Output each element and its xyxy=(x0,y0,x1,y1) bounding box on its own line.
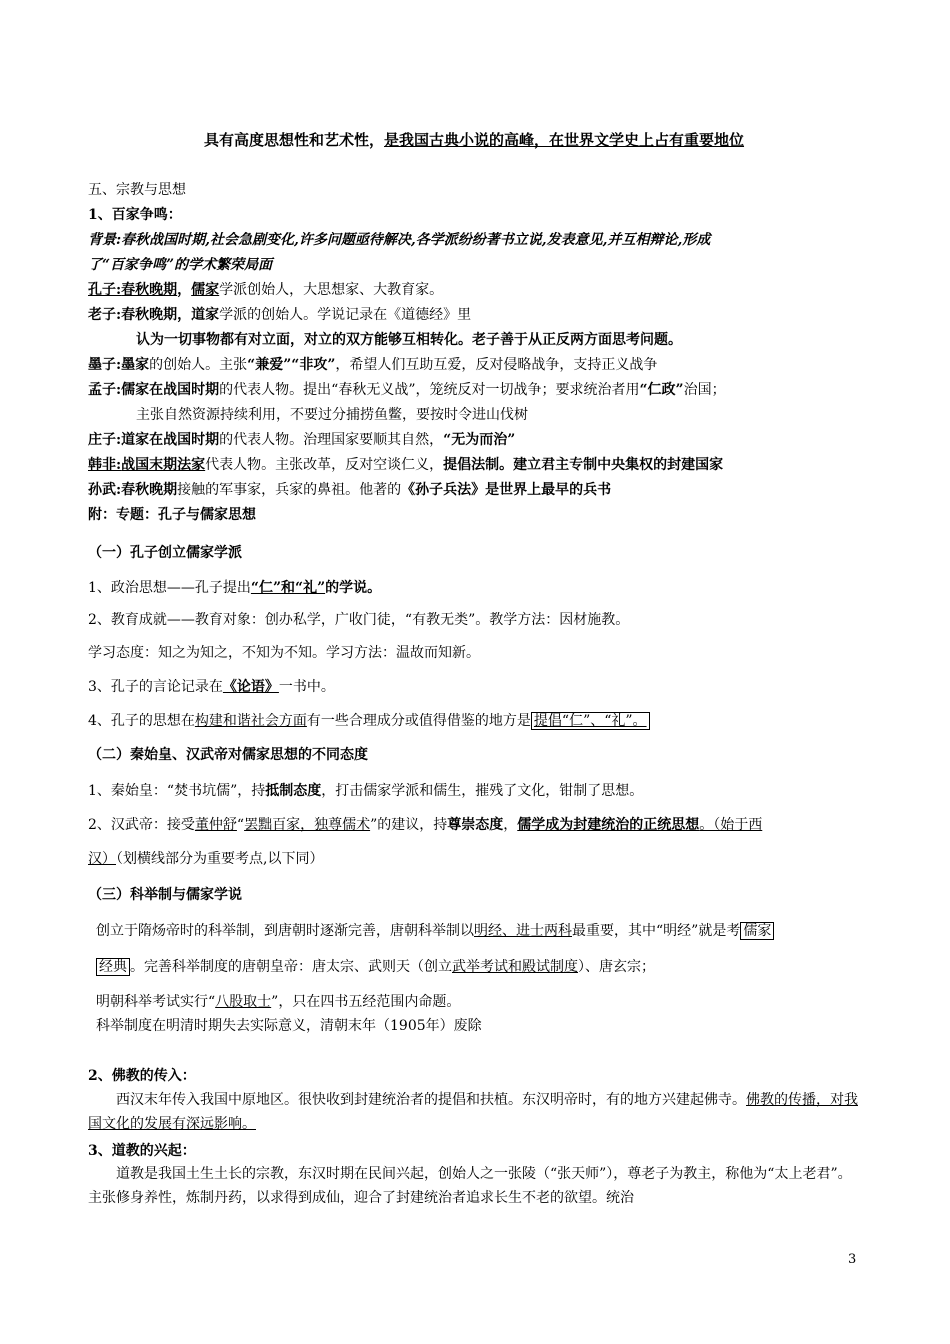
text: 春秋晚期 xyxy=(121,482,178,498)
text: ， xyxy=(177,307,192,323)
boxed-term: 儒家 xyxy=(740,922,774,940)
text: 代表人物。主张改革，反对空谈仁义， xyxy=(205,457,444,473)
text: 儒家 xyxy=(191,282,220,298)
buddhism-title: 2、佛教的传入： xyxy=(88,1068,196,1084)
background-line-2: 了“百家争鸣”的学术繁荣局面 xyxy=(88,257,273,273)
text: 汉） xyxy=(88,851,116,867)
subheading-baijia: 1、百家争鸣： xyxy=(88,207,182,223)
text: 构建和谐社会方面 xyxy=(194,713,307,729)
part3-line2 xyxy=(96,957,655,977)
text: 董仲舒 xyxy=(194,817,237,833)
text: 道家 xyxy=(191,307,220,323)
part2-line3 xyxy=(88,849,323,869)
taoism-title: 3、道教的兴起： xyxy=(88,1143,196,1159)
text: ，打击儒家学派和儒生，摧残了文化，钳制了思想。 xyxy=(321,783,644,799)
text: 《孙子兵法》是世界上最早的兵书 xyxy=(401,482,612,498)
text: 春秋晚期 xyxy=(121,307,178,323)
text: “仁政” xyxy=(639,382,684,398)
intro-line xyxy=(204,130,744,150)
entry-mozi xyxy=(88,355,657,375)
text: 墨家 xyxy=(121,357,150,373)
taoism-paragraph: 道教是我国土生土长的宗教，东汉时期在民间兴起，创始人之一张陵（“张天师”），尊老子为教主，称他为“太上老君”。主张修身养性，炼制丹药，以求得到成仙，迎合了封建统治者追求长生不老的欲望。统治 xyxy=(88,1166,852,1206)
mengzi-detail: 主张自然资源持续利用，不要过分捕捞鱼鳖，要按时令进山伐树 xyxy=(136,407,528,423)
text: 武举考试和殿试制度 xyxy=(452,959,578,975)
text: 抵制态度 xyxy=(265,783,322,799)
text: 。（始于西 xyxy=(699,817,763,833)
text: 提倡法制。建立君主专制中央集权的封建国家 xyxy=(443,457,724,473)
text: “兼爱”“非攻” xyxy=(247,357,336,373)
part1-line4 xyxy=(88,677,335,697)
name-label: 孙武: xyxy=(88,482,122,498)
text: 罢黜百家，独尊儒术 xyxy=(244,817,371,833)
intro-underlined: 是我国古典小说的高峰，在世界文学史上占有重要地位 xyxy=(384,131,745,149)
entry-mengzi xyxy=(88,380,726,400)
text: 明朝科举考试实行“ xyxy=(96,994,216,1010)
text: 八股取士 xyxy=(215,994,272,1010)
part1-line3: 学习态度：知之为知之，不知为不知。学习方法：温故而知新。 xyxy=(88,645,480,661)
entry-zhuangzi xyxy=(88,430,515,450)
text: 尊崇态度 xyxy=(447,817,504,833)
part1-line2: 2、教育成就——教育对象：创办私学，广收门徒，“有教无类”。教学方法：因材施教。 xyxy=(88,612,630,628)
text: 的学说。 xyxy=(325,580,382,596)
text: 明经、进士两科 xyxy=(474,923,572,939)
text: 《论语》 xyxy=(222,679,279,695)
text: 1、秦始皇：“焚书坑儒”，持 xyxy=(88,783,266,799)
part1-title: （一）孔子创立儒家学派 xyxy=(88,545,242,561)
section-heading: 五、宗教与思想 xyxy=(88,182,186,198)
entry-sunwu xyxy=(88,480,611,500)
text: “ xyxy=(236,817,245,833)
text: ， xyxy=(177,282,192,298)
text: “无为而治” xyxy=(443,432,516,448)
text: 道家在战国时期 xyxy=(121,432,220,448)
name-label: 老子: xyxy=(88,307,122,323)
name-label: 孟子: xyxy=(88,382,122,398)
text: 学派的创始人。学说记录在《道德经》里 xyxy=(219,307,472,323)
text: 春秋晚期 xyxy=(121,282,178,298)
text: 治国； xyxy=(683,382,726,398)
text: 3、孔子的言论记录在 xyxy=(88,679,223,695)
name-label: 庄子: xyxy=(88,432,122,448)
part2-title: （二）秦始皇、汉武帝对儒家思想的不同态度 xyxy=(88,747,368,763)
text: 1、政治思想——孔子提出 xyxy=(88,580,251,596)
text: （划横线部分为重要考点,以下同） xyxy=(116,851,324,867)
part3-line4: 科举制度在明清时期失去实际意义，清朝末年（1905年）废除 xyxy=(96,1018,482,1034)
text: “仁”和“礼” xyxy=(250,580,326,596)
text: 接触的军事家，兵家的鼻祖。他著的 xyxy=(177,482,402,498)
text: 西汉末年传入我国中原地区。很快收到封建统治者的提倡和扶植。东汉明帝时，有的地方兴建起佛寺。 xyxy=(116,1092,746,1108)
text: ， xyxy=(503,817,518,833)
text: 佛教的传播，对我国文化的发展有深远影响。 xyxy=(88,1092,858,1132)
part3-title: （三）科举制与儒家学说 xyxy=(88,887,242,903)
part2-line2 xyxy=(88,815,762,835)
text: 有一些合理成分或值得借鉴的地方是 xyxy=(306,713,531,729)
text: 学派创始人，大思想家、大教育家。 xyxy=(219,282,444,298)
buddhism-paragraph xyxy=(88,1088,864,1136)
text: 创立于隋炀帝时的科举制，到唐朝时逐渐完善，唐朝科举制以 xyxy=(96,923,474,939)
page-number: 3 xyxy=(848,1252,857,1267)
text: 最重要，其中“明经”就是考 xyxy=(572,923,741,939)
text: 儒学成为封建统治的正统思想 xyxy=(517,817,700,833)
text: 的创始人。主张 xyxy=(149,357,248,373)
part1-line5 xyxy=(88,711,650,731)
text: 的代表人物。治理国家要顺其自然， xyxy=(219,432,444,448)
part3-line1 xyxy=(96,921,774,941)
text: 4、孔子的思想在 xyxy=(88,713,195,729)
part1-line1 xyxy=(88,578,381,598)
text: 战国末期法家 xyxy=(121,457,206,473)
text: 一书中。 xyxy=(278,679,335,695)
text: 。完善科举制度的唐朝皇帝：唐太宗、武则天（创立 xyxy=(130,959,452,975)
part3-line3 xyxy=(96,992,460,1012)
appendix-title: 附：专题：孔子与儒家思想 xyxy=(88,507,256,523)
laozi-detail: 认为一切事物都有对立面，对立的双方能够互相转化。老子善于从正反两方面思考问题。 xyxy=(136,332,682,348)
text: 儒家在战国时期 xyxy=(121,382,220,398)
entry-hanfei xyxy=(88,455,723,475)
text: ，希望人们互助互爱，反对侵略战争，支持正义战争 xyxy=(335,357,658,373)
text: 2、汉武帝：接受 xyxy=(88,817,195,833)
text: ”的建议，持 xyxy=(370,817,448,833)
text: ）、唐玄宗； xyxy=(578,959,655,975)
text: 的代表人物。提出“春秋无义战”，笼统反对一切战争；要求统治者用 xyxy=(219,382,640,398)
part2-line1 xyxy=(88,781,643,801)
boxed-term: 经典 xyxy=(96,958,130,976)
background-line-1: 背景:春秋战国时期,社会急剧变化,许多问题亟待解决,各学派纷纷著书立说,发表意见,并互相辩论,形成 xyxy=(88,232,711,248)
text: ”，只在四书五经范围内命题。 xyxy=(271,994,461,1010)
name-label: 韩非: xyxy=(88,457,122,473)
boxed-answer: 提倡“仁”、“礼”。 xyxy=(531,712,650,730)
name-label: 孔子: xyxy=(88,282,122,298)
entry-laozi xyxy=(88,305,471,325)
intro-text: 具有高度思想性和艺术性， xyxy=(204,131,385,149)
name-label: 墨子: xyxy=(88,357,122,373)
entry-kongzi xyxy=(88,280,443,300)
